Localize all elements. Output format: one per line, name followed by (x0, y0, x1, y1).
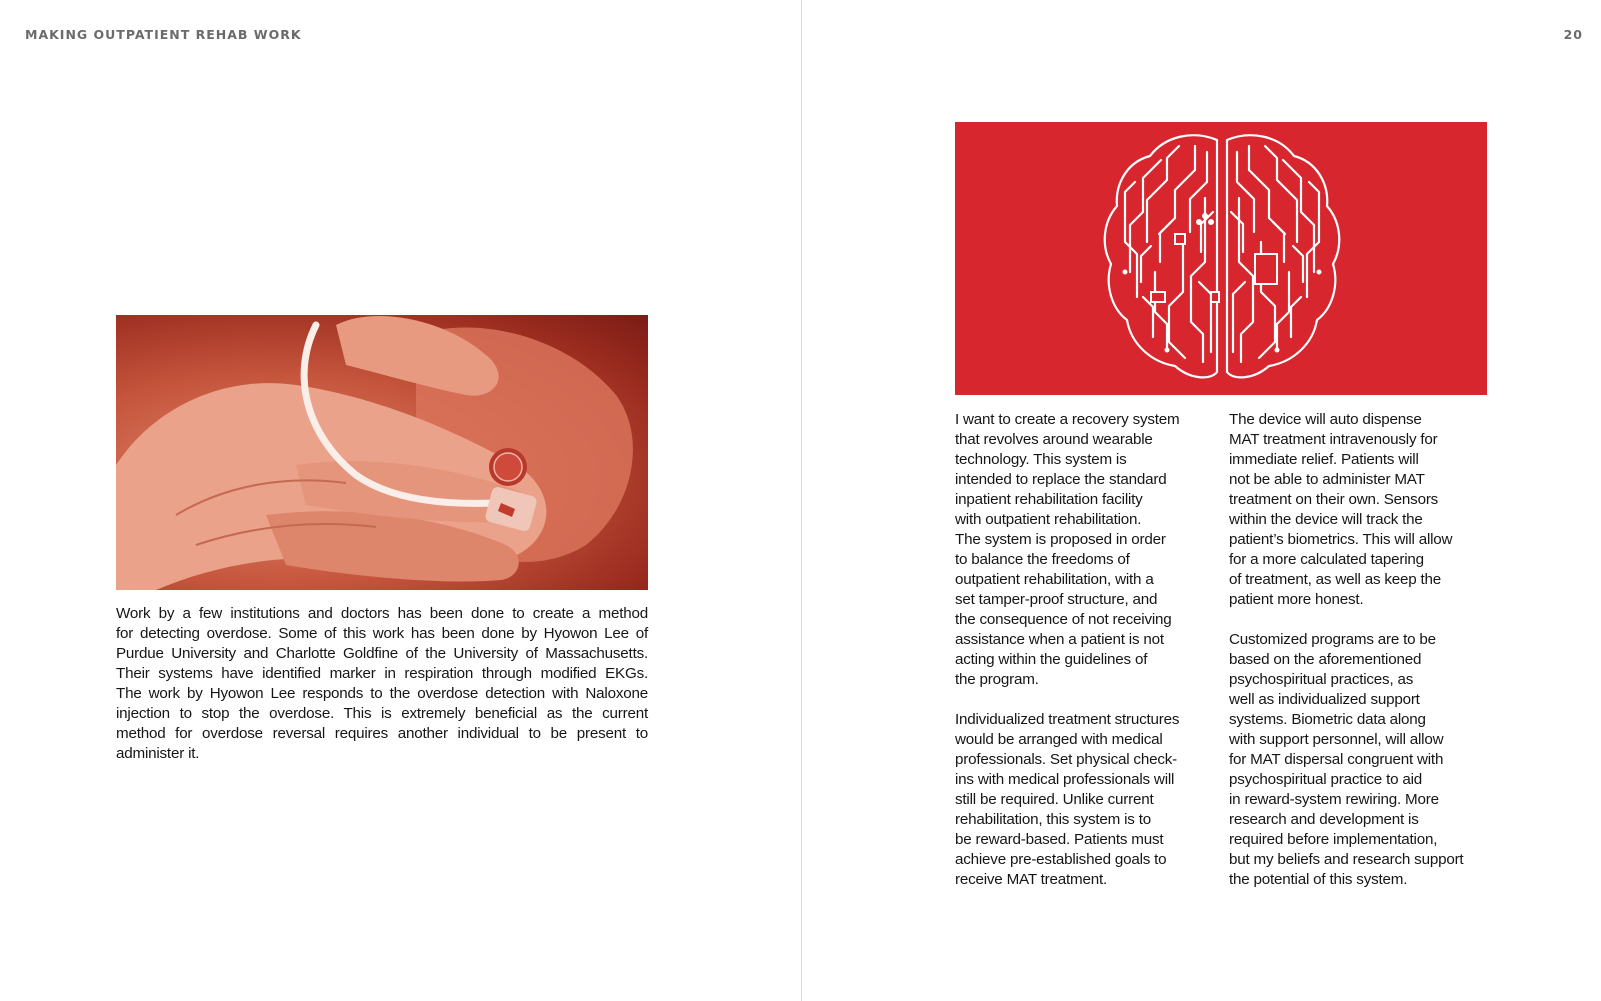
left-body-line: Work by a few institutions and doctors has been done to create a method (116, 605, 648, 622)
running-head: MAKING OUTPATIENT REHAB WORK (25, 27, 302, 42)
left-body-line: method for overdose reversal requires another individual to be present to (116, 725, 648, 742)
circuit-brain-illustration (955, 122, 1487, 395)
page-number: 20 (1563, 27, 1583, 42)
wearable-sensor-photo (116, 315, 648, 590)
page-gutter-divider (801, 0, 802, 1001)
left-body-line: injection to stop the overdose. This is extremely beneficial as the current (116, 705, 648, 722)
right-body-column-right: The device will auto dispense MAT treatment intravenously for immediate relief. Patients will not be able to administer MAT treatment on their own. Sensors within the device will track the patient’s biometrics. This will allow for a more calculated tapering of treatment, as well as keep the patient more honest. Customized programs are to be based on the aforementioned psychospiritual practices, as well as individualized support systems. Biometric data along with support personnel, will allow for MAT dispersal congruent with psychospiritual practice to aid in reward-system rewiring. More research and development is required before implementation, but my beliefs and research support the potential of this system. (1229, 411, 1464, 888)
left-body-line: administer it. (116, 745, 200, 762)
hands-holding-wearable-sensor-icon (116, 315, 648, 590)
left-body-line: for detecting overdose. Some of this work has been done by Hyowon Lee of (116, 625, 648, 642)
right-body-column-left: I want to create a recovery system that revolves around wearable technology. This system is intended to replace the standard inpatient rehabilitation facility with outpatient rehabilitation. The system is proposed in order to balance the freedoms of outpatient rehabilitation, with a set tamper-proof structure, and the consequence of not receiving assistance when a patient is not acting within the guidelines of the program. Individualized treatment structures would be arranged with medical professionals. Set physical check- ins with medical professionals will still be required. Unlike current rehabilitation, this system is to be reward-based. Patients must achieve pre-established goals to receive MAT treatment. (955, 411, 1180, 888)
left-body-line: Purdue University and Charlotte Goldfine of the University of Massachusetts. (116, 645, 648, 662)
left-body-line: Their systems have identified marker in respiration through modified EKGs. (116, 665, 648, 682)
left-body-line: The work by Hyowon Lee responds to the overdose detection with Naloxone (116, 685, 648, 702)
circuit-brain-icon (955, 122, 1487, 395)
left-body-paragraph (116, 604, 648, 764)
